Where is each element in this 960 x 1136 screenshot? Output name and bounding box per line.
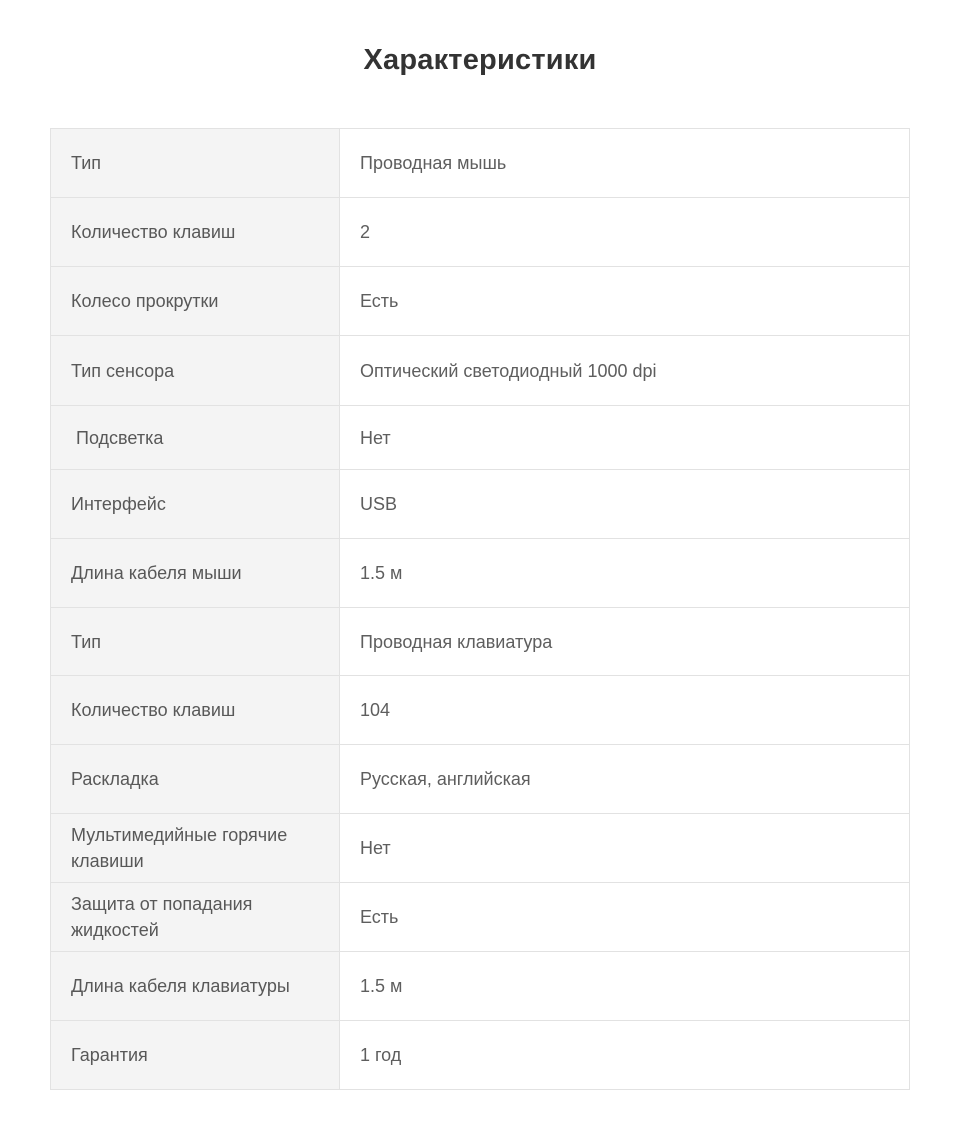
spec-label: Тип (51, 129, 340, 198)
spec-label: Длина кабеля мыши (51, 539, 340, 608)
spec-value: 1.5 м (340, 952, 910, 1021)
spec-row (51, 814, 910, 883)
spec-label: Тип сенсора (51, 336, 340, 406)
spec-row (51, 745, 910, 814)
spec-label: Длина кабеля клавиатуры (51, 952, 340, 1021)
spec-label: Количество клавиш (51, 676, 340, 745)
spec-value: Оптический светодиодный 1000 dpi (340, 336, 910, 406)
spec-row (51, 1021, 910, 1090)
spec-row (51, 336, 910, 406)
spec-label: Интерфейс (51, 470, 340, 539)
spec-label: Мультимедийные горячие клавиши (51, 814, 340, 883)
page-title: Характеристики (363, 44, 597, 76)
spec-row (51, 129, 910, 198)
spec-label: Тип (51, 608, 340, 676)
spec-label: Защита от попадания жидкостей (51, 883, 340, 952)
spec-value: Есть (340, 267, 910, 336)
spec-label: Колесо прокрутки (51, 267, 340, 336)
spec-label: Раскладка (51, 745, 340, 814)
spec-row (51, 470, 910, 539)
spec-row (51, 539, 910, 608)
spec-value: Русская, английская (340, 745, 910, 814)
spec-label: Подсветка (51, 406, 340, 470)
spec-row (51, 406, 910, 470)
spec-row (51, 952, 910, 1021)
spec-row (51, 198, 910, 267)
spec-label: Количество клавиш (51, 198, 340, 267)
spec-value: 1.5 м (340, 539, 910, 608)
spec-value: 1 год (340, 1021, 910, 1090)
spec-value: Проводная клавиатура (340, 608, 910, 676)
spec-value: Есть (340, 883, 910, 952)
specifications-table (50, 128, 910, 1090)
spec-row (51, 883, 910, 952)
spec-value: 104 (340, 676, 910, 745)
spec-value: Проводная мышь (340, 129, 910, 198)
spec-value: 2 (340, 198, 910, 267)
spec-row (51, 676, 910, 745)
spec-label: Гарантия (51, 1021, 340, 1090)
spec-row (51, 608, 910, 676)
spec-value: USB (340, 470, 910, 539)
spec-value: Нет (340, 406, 910, 470)
spec-row (51, 267, 910, 336)
spec-value: Нет (340, 814, 910, 883)
